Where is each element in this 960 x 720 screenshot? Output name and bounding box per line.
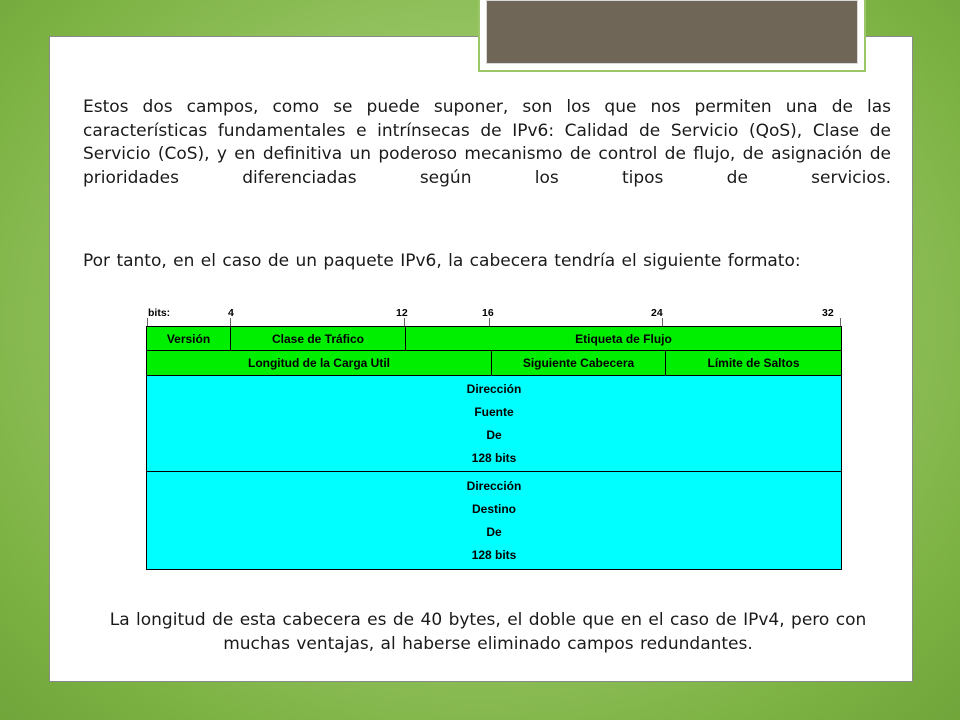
bit-tick	[840, 318, 841, 326]
field-next-header: Siguiente Cabecera	[491, 350, 666, 376]
field-payload-length: Longitud de la Carga Util	[146, 350, 492, 376]
bit-mark-24: 24	[651, 307, 663, 319]
bit-tick	[147, 318, 148, 326]
title-tab	[486, 0, 858, 64]
destination-address-line: 128 bits	[471, 548, 517, 563]
format-paragraph: Por tanto, en el caso de un paquete IPv6, la cabecera tendría el siguiente formato:	[83, 251, 801, 271]
ipv6-header-diagram	[146, 304, 842, 570]
field-traffic-class: Clase de Tráfico	[230, 326, 406, 351]
destination-address-line: Destino	[471, 501, 516, 516]
bit-mark-12: 12	[396, 307, 408, 319]
field-flow-label: Etiqueta de Flujo	[405, 326, 842, 351]
field-destination-address	[146, 471, 842, 570]
bit-mark-32: 32	[822, 307, 834, 319]
bit-tick	[489, 318, 490, 326]
intro-paragraph: Estos dos campos, como se puede suponer, son los que nos permiten una de las características fundamentales e intrínsecas de IPv6: Calidad de Servicio (QoS), Clase de Servicio (CoS), y en definitiva un poderoso mecanismo de control de flujo, de asignación de prioridades diferenciadas según los tipos de servicios.	[83, 97, 891, 188]
destination-address-line: De	[486, 525, 502, 540]
conclusion-paragraph: La longitud de esta cabecera es de 40 bytes, el doble que en el caso de IPv4, pero con muchas ventajas, al haberse eliminado campos redundantes.	[109, 610, 867, 654]
destination-address-line: Dirección	[466, 478, 522, 493]
bit-mark-16: 16	[482, 307, 494, 319]
bit-tick	[230, 318, 231, 326]
source-address-line: 128 bits	[471, 450, 517, 465]
source-address-line: De	[486, 427, 502, 442]
bits-label: bits:	[148, 307, 171, 319]
field-hop-limit: Límite de Saltos	[665, 350, 842, 376]
bit-tick	[404, 318, 405, 326]
field-source-address	[146, 375, 842, 472]
bit-tick	[662, 318, 663, 326]
bit-mark-4: 4	[228, 307, 234, 319]
source-address-line: Dirección	[466, 382, 522, 397]
field-version: Versión	[146, 326, 231, 351]
source-address-line: Fuente	[474, 405, 514, 420]
